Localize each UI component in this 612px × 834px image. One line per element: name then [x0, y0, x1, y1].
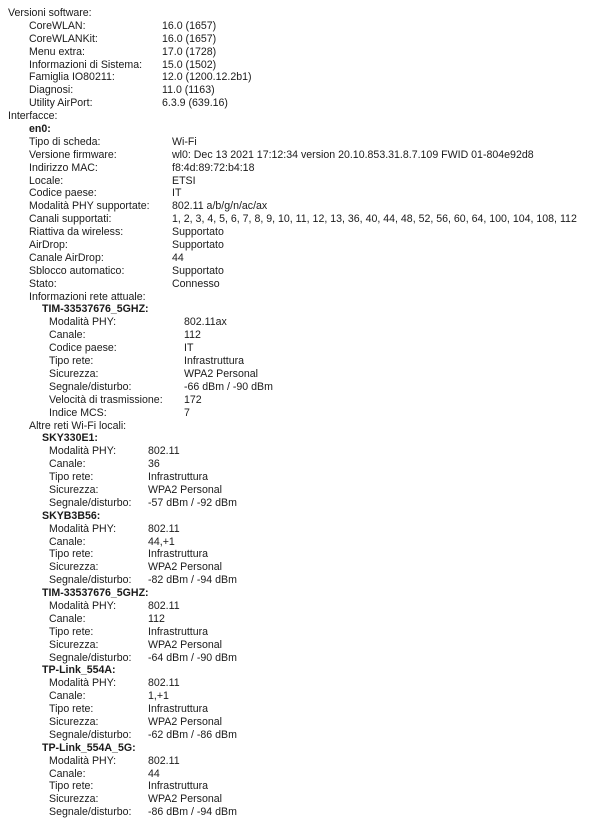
- field-value: 802.11: [148, 445, 180, 458]
- field-label: Modalità PHY:: [49, 445, 117, 458]
- section-title: Altre reti Wi-Fi locali:: [29, 419, 127, 432]
- info-row-sicurezza: [0, 484, 612, 497]
- info-row-canali-supportati: [0, 213, 612, 226]
- field-label: Modalità PHY supportate:: [29, 200, 150, 213]
- field-value: 16.0 (1657): [162, 32, 217, 45]
- field-value: 112: [148, 612, 165, 625]
- field-label: Locale:: [29, 174, 64, 187]
- field-value: 44: [148, 767, 160, 780]
- field-value: -57 dBm / -92 dBm: [148, 496, 237, 509]
- field-label: Tipo rete:: [49, 780, 94, 793]
- section-title: SKYB3B56:: [42, 509, 101, 522]
- field-value: 11.0 (1163): [162, 84, 215, 97]
- info-row-sicurezza: [0, 716, 612, 729]
- field-label: Modalità PHY:: [49, 754, 117, 767]
- info-row-canale: [0, 768, 612, 781]
- field-value: 6.3.9 (639.16): [162, 97, 228, 110]
- field-value: IT: [172, 187, 182, 200]
- field-label: Tipo rete:: [49, 471, 94, 484]
- field-label: Modalità PHY:: [49, 522, 117, 535]
- field-label: Riattiva da wireless:: [29, 226, 124, 239]
- field-label: Informazioni di Sistema:: [29, 58, 143, 71]
- field-label: Canale:: [49, 767, 86, 780]
- field-value: 1,+1: [148, 690, 169, 703]
- field-value: -62 dBm / -86 dBm: [148, 728, 237, 741]
- field-label: Tipo di scheda:: [29, 135, 101, 148]
- field-label: Stato:: [29, 277, 57, 290]
- field-value: Supportato: [172, 239, 224, 252]
- info-row-modalita-phy: [0, 677, 612, 690]
- field-value: WPA2 Personal: [148, 483, 222, 496]
- field-label: Segnale/disturbo:: [49, 651, 132, 664]
- section-title: TP-Link_554A_5G:: [42, 741, 136, 754]
- field-value: Infrastruttura: [148, 703, 209, 716]
- field-label: Indice MCS:: [49, 406, 107, 419]
- field-label: AirDrop:: [29, 239, 68, 252]
- field-value: wl0: Dec 13 2021 17:12:34 version 20.10.853.31.8.7.109 FWID 01-804e92d8: [172, 148, 534, 161]
- field-label: Versione firmware:: [29, 148, 117, 161]
- section-header-tp-link-554a: [0, 664, 612, 677]
- info-row-segnale-disturbo: [0, 806, 612, 819]
- field-label: Segnale/disturbo:: [49, 496, 132, 509]
- field-label: Modalità PHY:: [49, 316, 117, 329]
- section-header-tim-33537676-5ghz: [0, 303, 612, 316]
- field-label: Segnale/disturbo:: [49, 574, 132, 587]
- field-label: Famiglia IO80211:: [29, 71, 115, 84]
- field-label: Canale AirDrop:: [29, 251, 104, 264]
- info-row-canale: [0, 536, 612, 549]
- field-value: 802.11: [148, 754, 180, 767]
- info-row-canale: [0, 329, 612, 342]
- info-row-modalita-phy: [0, 755, 612, 768]
- info-row-canale: [0, 690, 612, 703]
- field-value: 802.11 a/b/g/n/ac/ax: [172, 200, 268, 213]
- section-header-skyb3b56: [0, 510, 612, 523]
- field-label: Modalità PHY:: [49, 599, 117, 612]
- field-value: 44,+1: [148, 535, 175, 548]
- info-row-riattiva-da-wireless: [0, 226, 612, 239]
- field-label: Sicurezza:: [49, 793, 99, 806]
- field-label: Sicurezza:: [49, 561, 99, 574]
- field-value: 172: [184, 393, 202, 406]
- info-row-modalita-phy: [0, 600, 612, 613]
- field-value: 802.11: [148, 522, 180, 535]
- section-header-sky330e1: [0, 432, 612, 445]
- section-header-interfacce: [0, 110, 612, 123]
- field-value: 36: [148, 458, 160, 471]
- info-row-tipo-rete: [0, 780, 612, 793]
- field-label: Codice paese:: [29, 187, 97, 200]
- field-label: Canale:: [49, 612, 86, 625]
- section-title: en0:: [29, 123, 51, 136]
- info-row-codice-paese: [0, 187, 612, 200]
- info-row-indirizzo-mac: [0, 162, 612, 175]
- field-value: WPA2 Personal: [148, 715, 222, 728]
- field-label: Modalità PHY:: [49, 677, 117, 690]
- info-row-modalita-phy-supportate: [0, 200, 612, 213]
- field-value: Connesso: [172, 277, 220, 290]
- section-title: Interfacce:: [8, 110, 58, 123]
- info-row-corewlan: [0, 20, 612, 33]
- section-header-altre-reti-wi-fi-locali: [0, 420, 612, 433]
- info-row-canale-airdrop: [0, 252, 612, 265]
- field-value: 802.11: [148, 677, 180, 690]
- field-value: -86 dBm / -94 dBm: [148, 806, 237, 819]
- field-value: Infrastruttura: [148, 780, 209, 793]
- field-label: Canali supportati:: [29, 213, 112, 226]
- field-label: Segnale/disturbo:: [49, 728, 132, 741]
- field-label: Tipo rete:: [49, 625, 94, 638]
- info-row-indice-mcs: [0, 407, 612, 420]
- info-row-segnale-disturbo: [0, 652, 612, 665]
- info-row-modalita-phy: [0, 316, 612, 329]
- info-row-modalita-phy: [0, 445, 612, 458]
- field-value: 44: [172, 251, 184, 264]
- info-row-sicurezza: [0, 561, 612, 574]
- field-value: 1, 2, 3, 4, 5, 6, 7, 8, 9, 10, 11, 12, 13, 36, 40, 44, 48, 52, 56, 60, 64, 100, 104, 108, 112: [172, 213, 577, 226]
- field-value: Wi-Fi: [172, 135, 197, 148]
- info-row-informazioni-di-sistema: [0, 59, 612, 72]
- info-row-sicurezza: [0, 793, 612, 806]
- section-title: TP-Link_554A:: [42, 664, 116, 677]
- field-value: WPA2 Personal: [148, 638, 222, 651]
- info-row-velocita-di-trasmissione: [0, 394, 612, 407]
- field-value: 802.11ax: [184, 316, 227, 329]
- field-value: Infrastruttura: [184, 355, 245, 368]
- section-title: TIM-33537676_5GHZ:: [42, 587, 149, 600]
- info-row-canale: [0, 458, 612, 471]
- info-row-tipo-rete: [0, 471, 612, 484]
- section-title: SKY330E1:: [42, 432, 98, 445]
- field-value: Supportato: [172, 264, 224, 277]
- field-label: Tipo rete:: [49, 703, 94, 716]
- info-row-segnale-disturbo: [0, 381, 612, 394]
- section-header-informazioni-rete-attuale: [0, 291, 612, 304]
- info-row-sicurezza: [0, 639, 612, 652]
- info-row-segnale-disturbo: [0, 574, 612, 587]
- field-label: Tipo rete:: [49, 355, 94, 368]
- field-value: WPA2 Personal: [148, 793, 222, 806]
- info-row-canale: [0, 613, 612, 626]
- section-header-versioni-software: [0, 7, 612, 20]
- info-row-tipo-rete: [0, 548, 612, 561]
- section-header-tp-link-554a-5g: [0, 742, 612, 755]
- field-label: Segnale/disturbo:: [49, 380, 132, 393]
- info-row-segnale-disturbo: [0, 497, 612, 510]
- field-value: 802.11: [148, 599, 180, 612]
- field-value: -66 dBm / -90 dBm: [184, 380, 273, 393]
- field-value: Infrastruttura: [148, 548, 209, 561]
- field-value: WPA2 Personal: [184, 367, 258, 380]
- section-title: Versioni software:: [8, 7, 92, 19]
- info-row-famiglia-io80211: [0, 71, 612, 84]
- field-label: CoreWLAN:: [29, 19, 86, 32]
- info-row-diagnosi: [0, 84, 612, 97]
- field-value: 12.0 (1200.12.2b1): [162, 71, 252, 84]
- info-row-versione-firmware: [0, 149, 612, 162]
- field-value: 112: [184, 329, 201, 342]
- info-row-modalita-phy: [0, 523, 612, 536]
- field-value: 7: [184, 406, 190, 419]
- field-value: Infrastruttura: [148, 471, 209, 484]
- field-label: Velocità di trasmissione:: [49, 393, 163, 406]
- field-value: 16.0 (1657): [162, 19, 217, 32]
- section-header-tim-33537676-5ghz: [0, 587, 612, 600]
- field-value: IT: [184, 342, 194, 355]
- section-title: TIM-33537676_5GHZ:: [42, 303, 149, 316]
- info-row-tipo-rete: [0, 355, 612, 368]
- info-row-tipo-rete: [0, 626, 612, 639]
- info-row-utility-airport: [0, 97, 612, 110]
- field-label: Menu extra:: [29, 45, 85, 58]
- info-row-stato: [0, 278, 612, 291]
- field-label: Utility AirPort:: [29, 97, 93, 110]
- section-title: Informazioni rete attuale:: [29, 290, 146, 303]
- field-value: Infrastruttura: [148, 625, 209, 638]
- field-label: Tipo rete:: [49, 548, 94, 561]
- section-header-en0: [0, 123, 612, 136]
- field-label: Canale:: [49, 535, 86, 548]
- field-label: Diagnosi:: [29, 84, 74, 97]
- field-label: Indirizzo MAC:: [29, 161, 98, 174]
- field-value: 17.0 (1728): [162, 45, 217, 58]
- field-label: Canale:: [49, 329, 86, 342]
- info-row-airdrop: [0, 239, 612, 252]
- field-value: Supportato: [172, 226, 224, 239]
- field-value: ETSI: [172, 174, 196, 187]
- field-label: Codice paese:: [49, 342, 117, 355]
- info-row-tipo-di-scheda: [0, 136, 612, 149]
- field-value: WPA2 Personal: [148, 561, 222, 574]
- info-row-codice-paese: [0, 342, 612, 355]
- info-row-locale: [0, 175, 612, 188]
- info-row-tipo-rete: [0, 703, 612, 716]
- field-value: -82 dBm / -94 dBm: [148, 574, 237, 587]
- field-label: Segnale/disturbo:: [49, 806, 132, 819]
- info-row-menu-extra: [0, 46, 612, 59]
- field-label: Sicurezza:: [49, 367, 99, 380]
- field-label: Sicurezza:: [49, 483, 99, 496]
- field-label: Canale:: [49, 458, 86, 471]
- field-value: f8:4d:89:72:b4:18: [172, 161, 255, 174]
- info-row-sicurezza: [0, 368, 612, 381]
- field-label: Sicurezza:: [49, 715, 99, 728]
- info-row-segnale-disturbo: [0, 729, 612, 742]
- field-value: 15.0 (1502): [162, 58, 217, 71]
- field-label: Sblocco automatico:: [29, 264, 125, 277]
- info-row-corewlankit: [0, 33, 612, 46]
- field-label: CoreWLANKit:: [29, 32, 98, 45]
- field-label: Sicurezza:: [49, 638, 99, 651]
- field-label: Canale:: [49, 690, 86, 703]
- info-row-sblocco-automatico: [0, 265, 612, 278]
- field-value: -64 dBm / -90 dBm: [148, 651, 237, 664]
